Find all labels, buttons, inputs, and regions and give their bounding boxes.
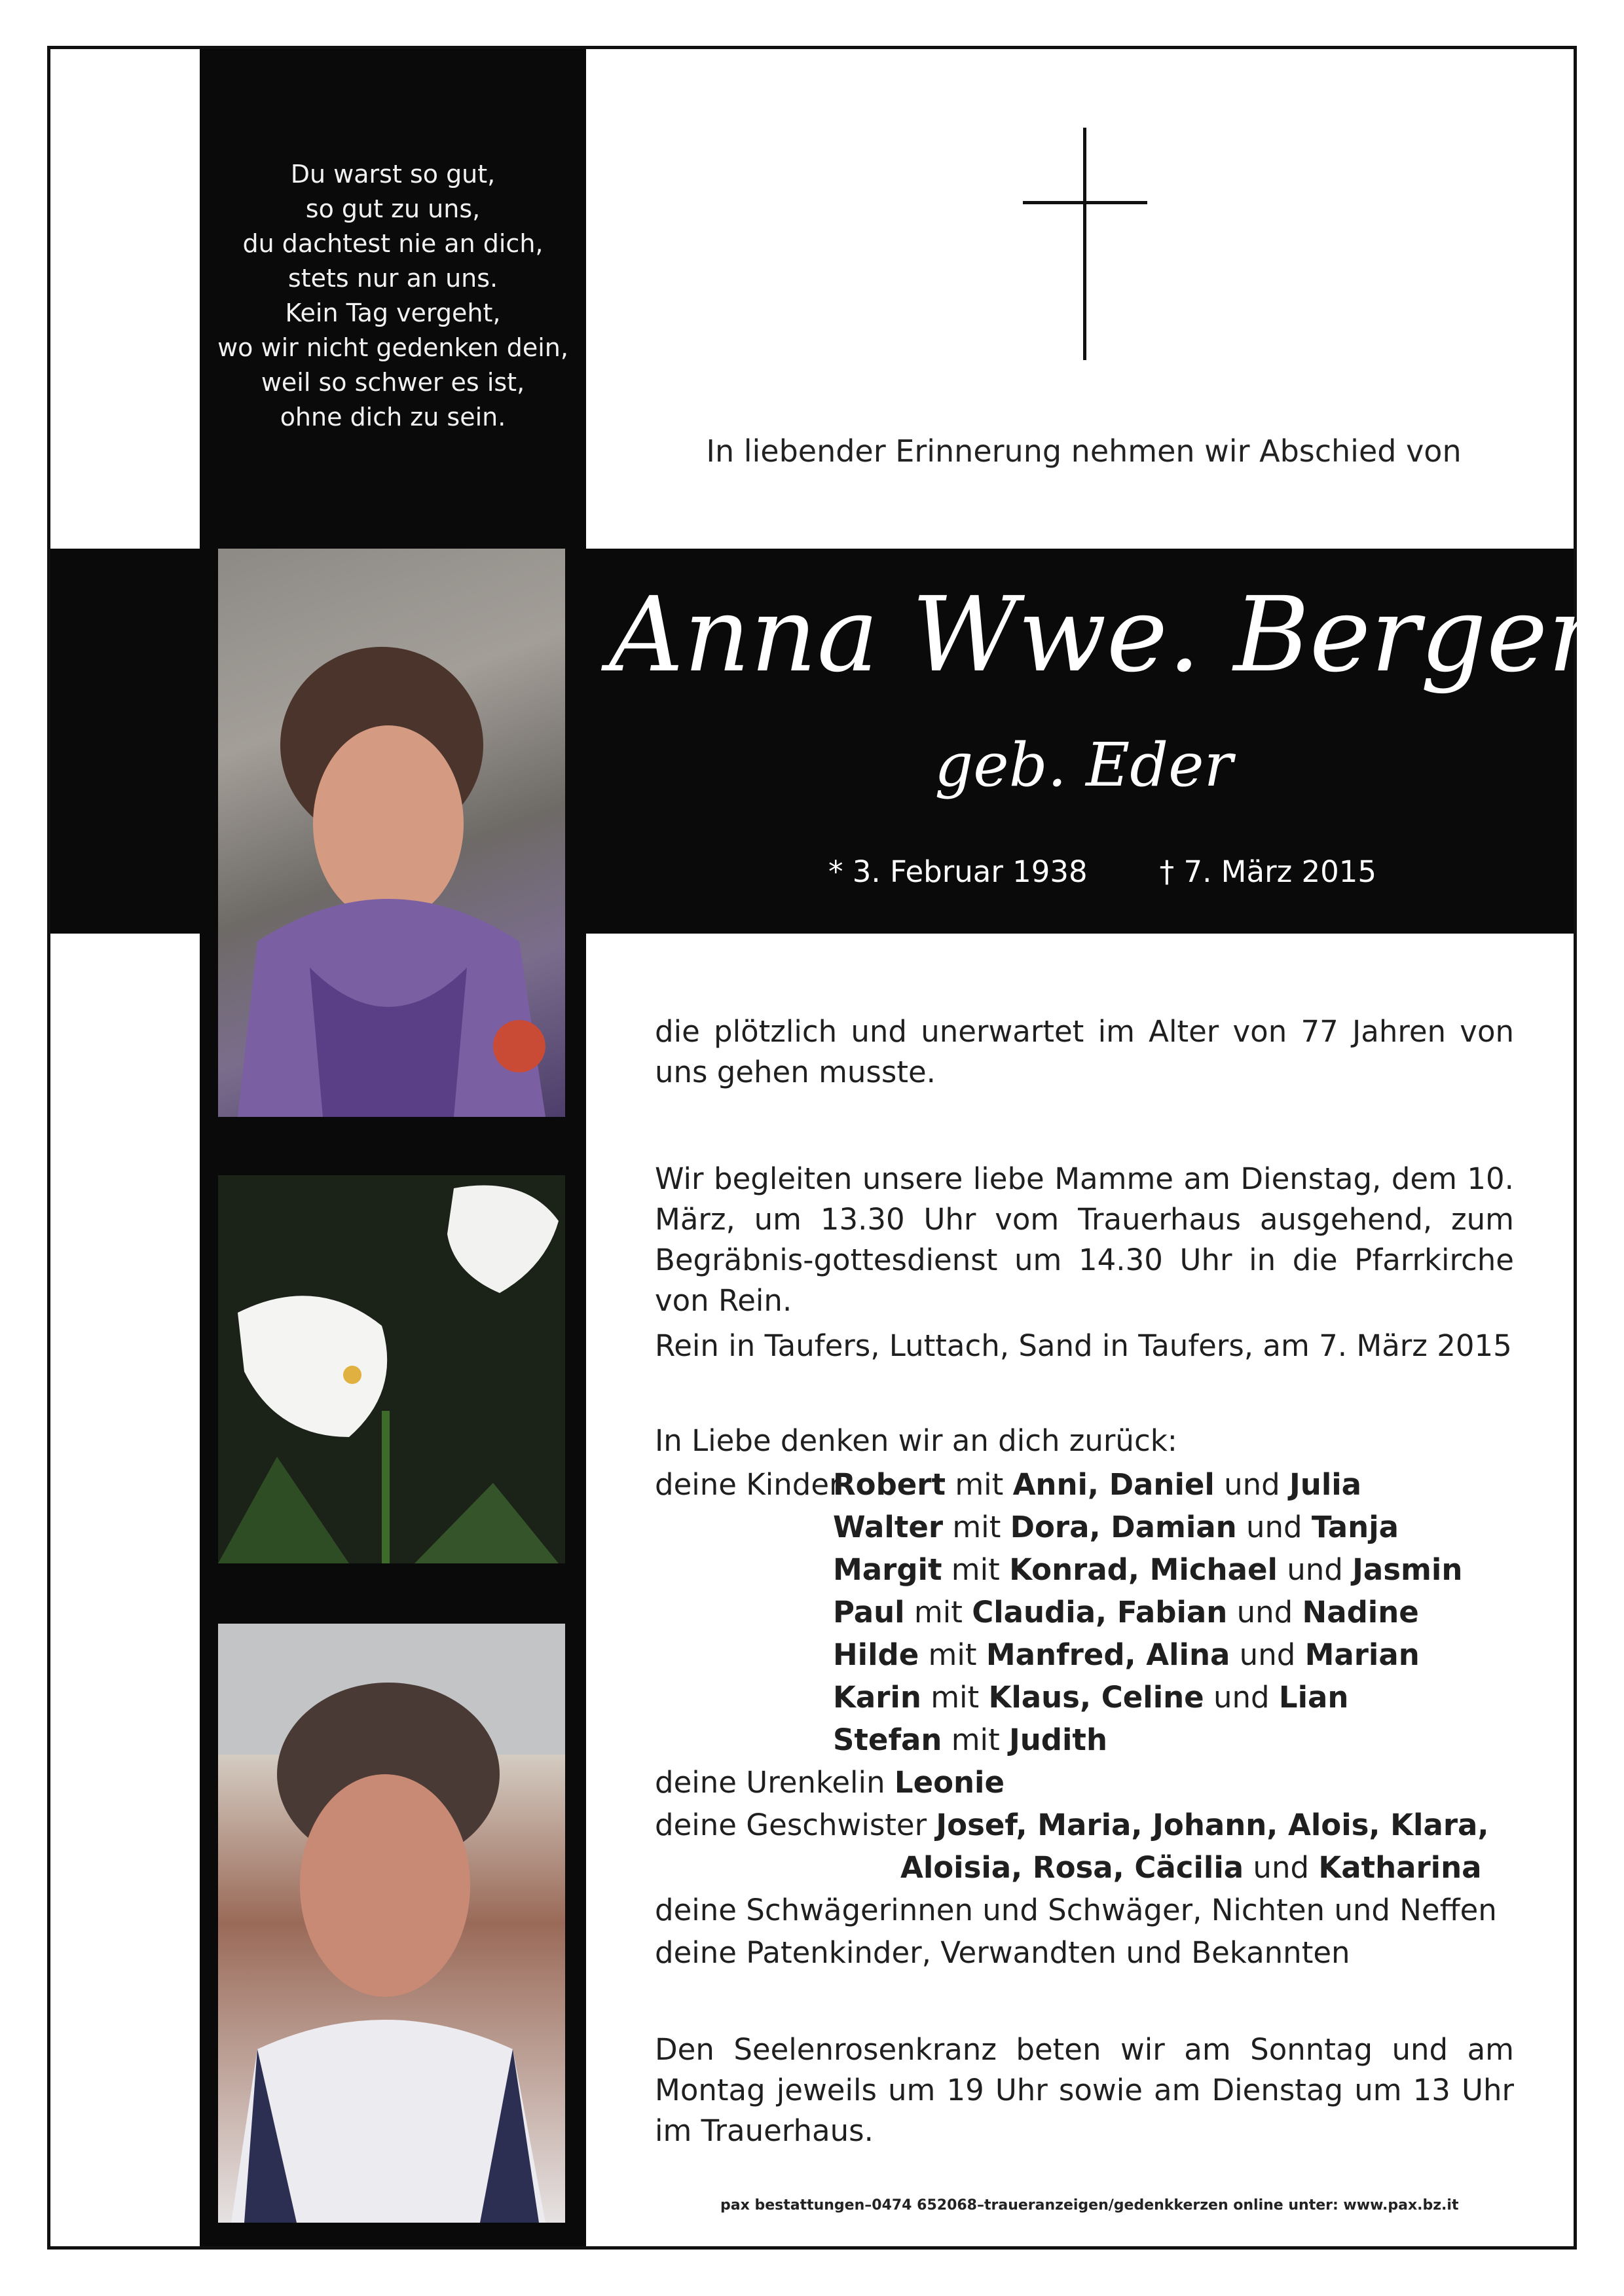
family-names: Hilde mit Manfred, Alina und Marian [833,1637,1420,1672]
poem-line: Du warst so gut, [290,160,496,189]
family-label: deine Geschwister Josef, Maria, Johann, Alois, Klara, [655,1808,1489,1842]
portrait-photo-2 [218,1624,565,2223]
paragraph-rosary: Den Seelenrosenkranz beten wir am Sonntag und am Montag jeweils um 19 Uhr sowie am Dienstag um 13 Uhr im Trauerhaus. [655,2032,1514,2148]
paragraph-age: die plötzlich und unerwartet im Alter von 77 Jahren von uns gehen musste. [655,1014,1514,1089]
family-names: Karin mit Klaus, Celine und Lian [833,1680,1349,1715]
family-names: Robert mit Anni, Daniel und Julia [833,1467,1362,1502]
portrait-photo-1 [218,549,565,1117]
family-line: deine Patenkinder, Verwandten und Bekannten [655,1935,1350,1970]
family-names: Aloisia, Rosa, Cäcilia und Katharina [900,1850,1482,1885]
poem-line: du dachtest nie an dich, [242,229,544,258]
intro-text: In liebender Erinnerung nehmen wir Abschied von [706,433,1462,469]
poem-line: Kein Tag vergeht, [285,299,501,327]
poem-line: so gut zu uns, [305,194,481,223]
maiden-name: geb. Eder [934,730,1233,800]
footer-credit: pax bestattungen–0474 652068–traueranzeigen/gedenkkerzen online unter: www.pax.bz.it [720,2197,1459,2214]
birth-date: * 3. Februar 1938 [828,854,1088,889]
poem-line: weil so schwer es ist, [261,368,525,397]
place-date-line: Rein in Taufers, Luttach, Sand in Taufers, am 7. März 2015 [655,1328,1512,1363]
poem [200,157,586,435]
family-line: deine Schwägerinnen und Schwäger, Nichten und Neffen [655,1893,1497,1927]
family-names: Walter mit Dora, Damian und Tanja [833,1510,1399,1544]
paragraph-funeral: Wir begleiten unsere liebe Mamme am Dienstag, dem 10. März, um 13.30 Uhr vom Trauerhaus ausgehend, zum Begräbnis-gottesdienst um 14.30 Uhr in die Pfarrkirche von Rein. [655,1161,1514,1318]
family-names: Margit mit Konrad, Michael und Jasmin [833,1552,1463,1587]
poem-line: ohne dich zu sein. [280,403,506,431]
remembrance-line: In Liebe denken wir an dich zurück: [655,1423,1177,1458]
family-names: Stefan mit Judith [833,1722,1107,1757]
poem-line: stets nur an uns. [287,264,498,293]
death-date: † 7. März 2015 [1159,854,1377,889]
deceased-name: Anna Wwe. Berger [609,575,1597,695]
family-label: deine Kinder [655,1467,841,1502]
poem-line: wo wir nicht gedenken dein, [217,333,568,362]
life-dates [828,854,1376,889]
family-names: Paul mit Claudia, Fabian und Nadine [833,1595,1419,1630]
lily-photo [218,1175,565,1563]
family-label: deine Urenkelin Leonie [655,1765,1005,1800]
cross-icon [1023,128,1147,360]
